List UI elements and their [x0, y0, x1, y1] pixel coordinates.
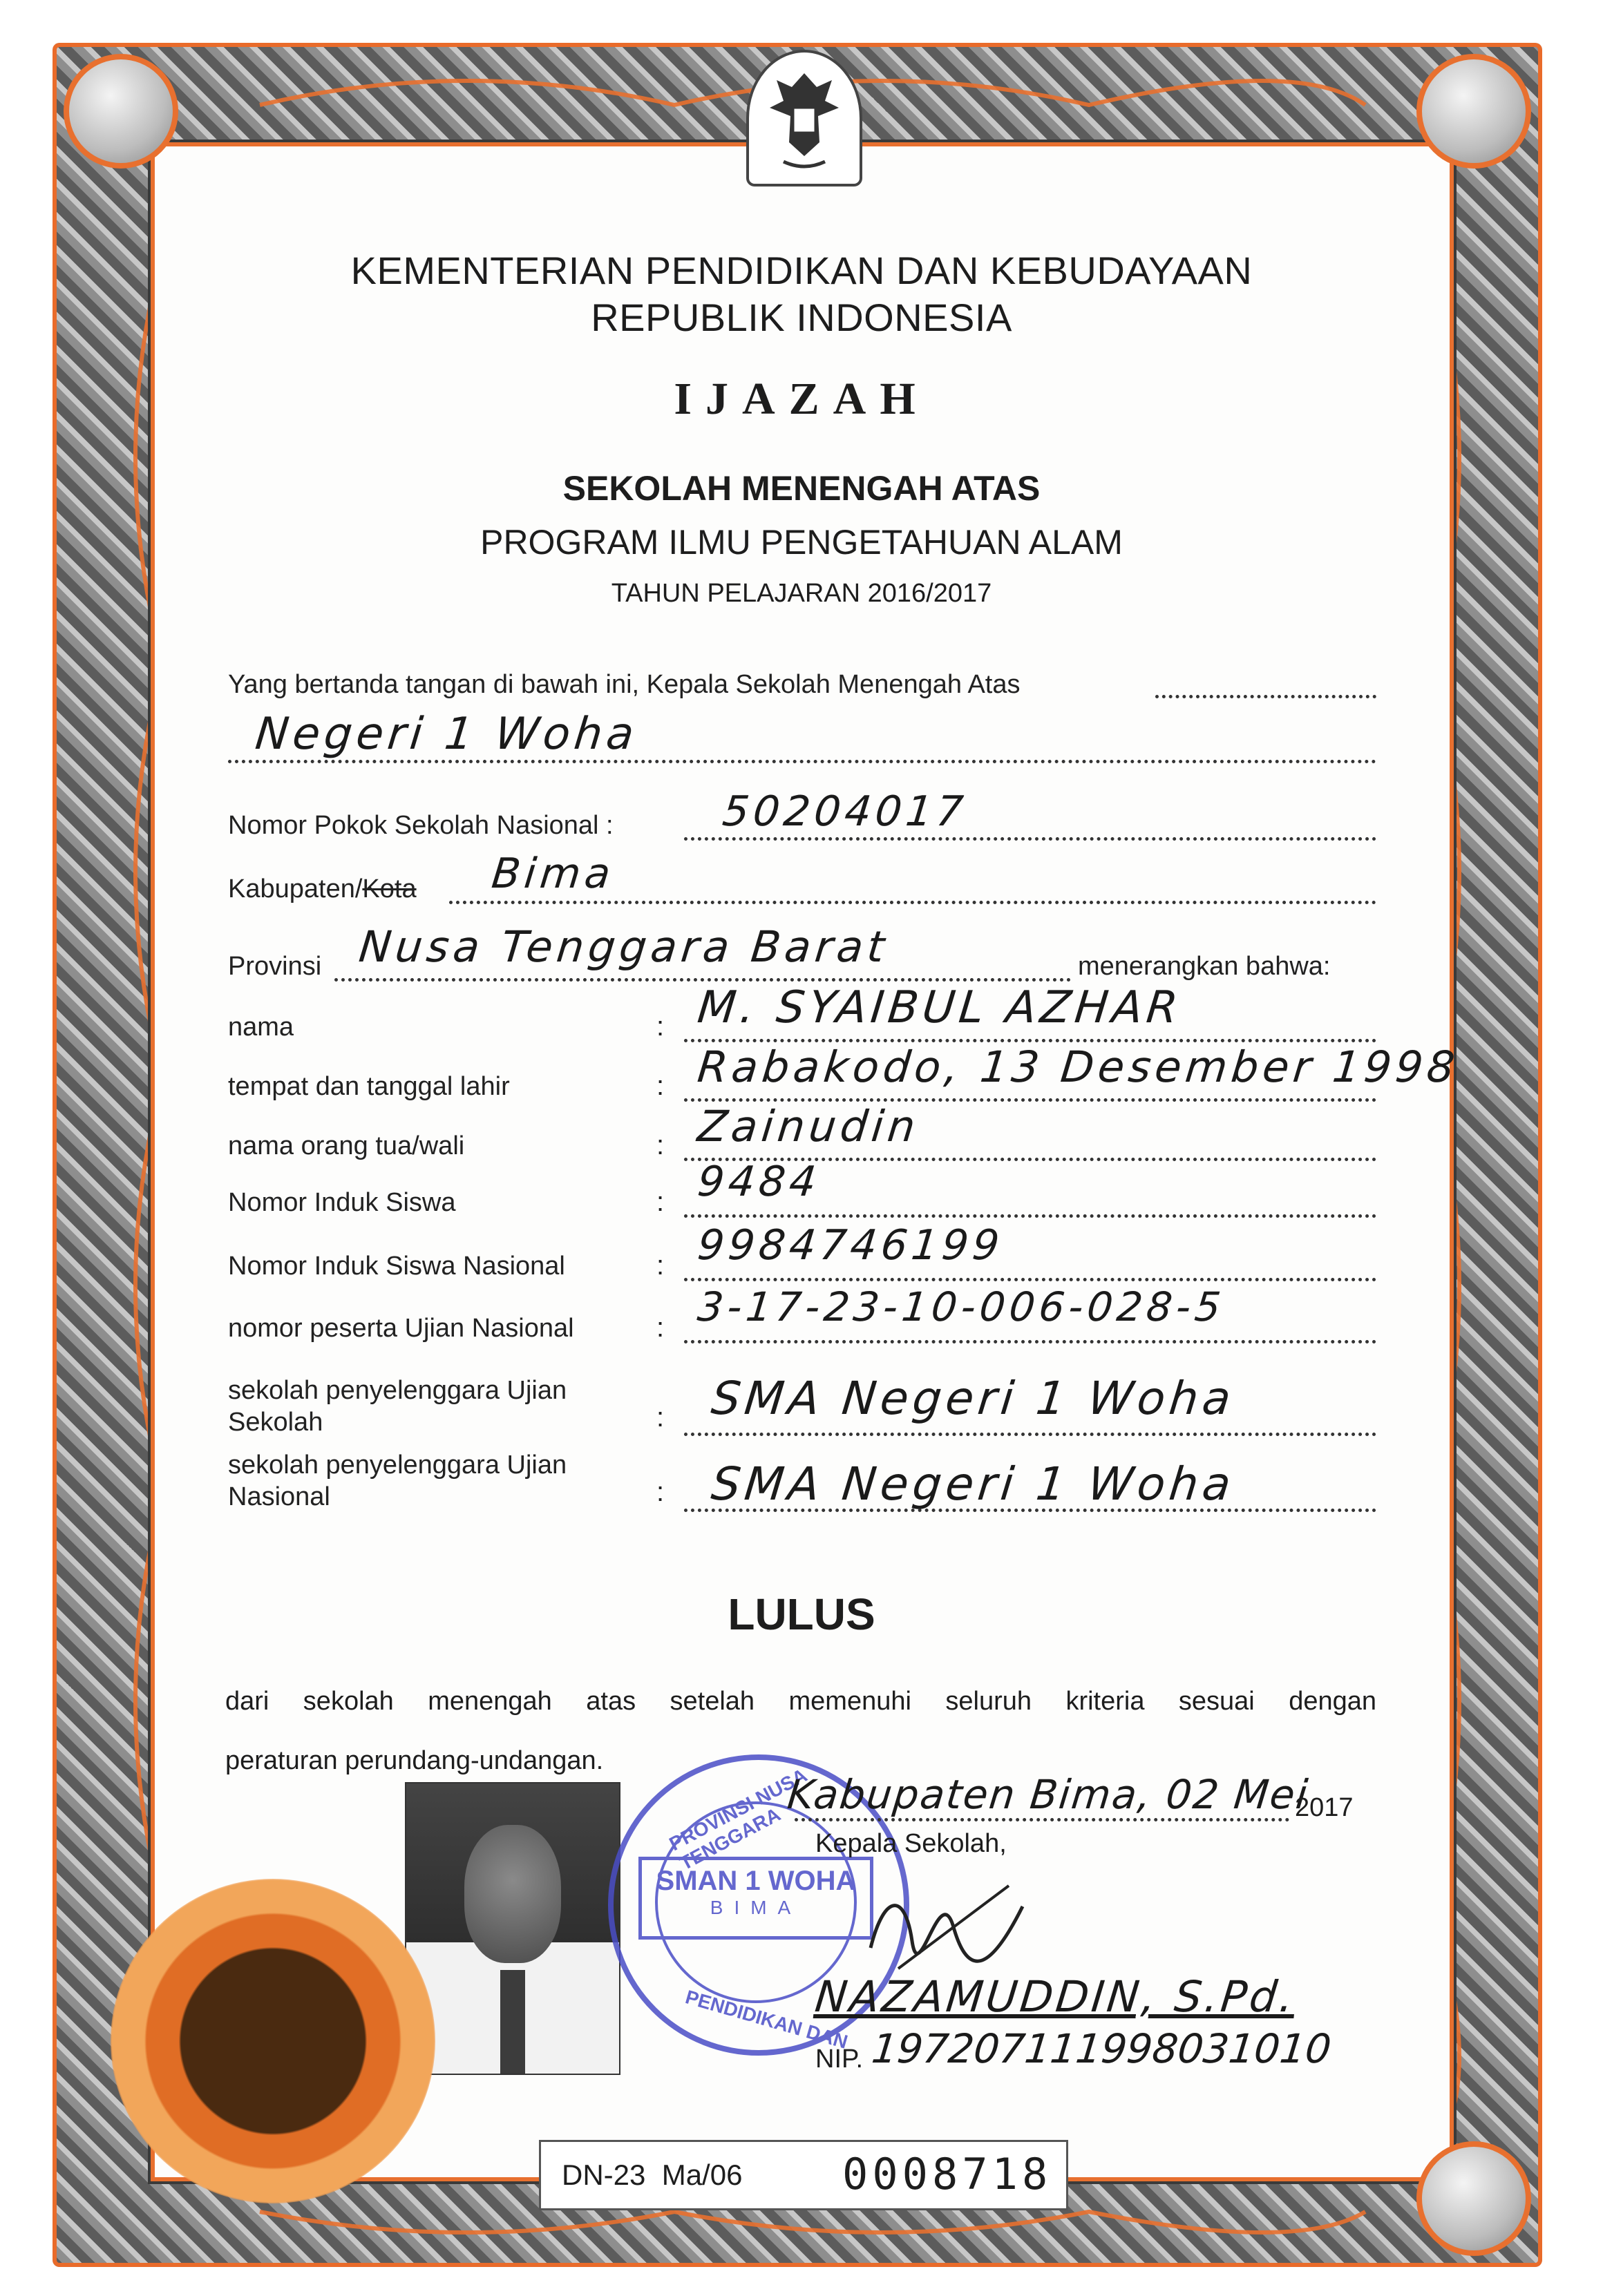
corner-medallion-top-left	[64, 54, 178, 169]
student-field-dotted-line	[684, 1340, 1376, 1343]
provinsi-dotted-line	[334, 978, 1071, 982]
stamp-school-name: SMAN 1 WOHA	[656, 1866, 856, 1896]
nip-value: 197207111998031010	[869, 2025, 1334, 2072]
study-program: PROGRAM ILMU PENGETAHUAN ALAM	[480, 523, 1123, 562]
student-field-value: 3-17-23-10-006-028-5	[695, 1283, 1227, 1330]
student-field-colon: :	[656, 1071, 665, 1101]
student-field-value: M. SYAIBUL AZHAR	[695, 982, 1184, 1033]
student-field-value: 9984746199	[695, 1221, 1006, 1270]
stamp-city: BIMA	[710, 1897, 802, 1918]
student-field-colon: :	[656, 1130, 665, 1160]
photo-face	[464, 1825, 561, 1963]
paragraph-line-1: dari sekolah menengah atas setelah memenuhi seluruh kriteria sesuai dengan	[225, 1687, 1376, 1716]
npsn-dotted-line	[684, 837, 1376, 841]
student-field-label: nama orang tua/wali	[228, 1131, 465, 1160]
academic-year: TAHUN PELAJARAN 2016/2017	[611, 579, 992, 608]
provinsi-value: Nusa Tenggara Barat	[357, 921, 891, 972]
corner-medallion-top-right	[1416, 54, 1531, 169]
intro-dotted-line	[1155, 695, 1376, 698]
exam-school-label-2b: Nasional	[228, 1482, 330, 1511]
exam-school-label-1	[228, 1375, 567, 1438]
signature-role: Kepala Sekolah,	[815, 1829, 1007, 1858]
garuda-emblem-icon	[746, 50, 862, 186]
stamp-center-box	[638, 1857, 873, 1940]
student-field-label: Nomor Induk Siswa Nasional	[228, 1252, 565, 1281]
student-field-label: nomor peserta Ujian Nasional	[228, 1314, 574, 1343]
student-field-value: Rabakodo, 13 Desember 1998	[695, 1042, 1461, 1092]
kabupaten-dotted-line	[449, 901, 1376, 904]
serial-code: DN-23 Ma/06	[562, 2159, 743, 2191]
student-field-label: tempat dan tanggal lahir	[228, 1072, 510, 1101]
student-field-label: nama	[228, 1013, 294, 1042]
graduation-status: LULUS	[728, 1589, 875, 1639]
exam-school-value-2: SMA Negeri 1 Woha	[708, 1457, 1237, 1511]
student-field-dotted-line	[684, 1278, 1376, 1281]
student-field-colon: :	[656, 1250, 665, 1281]
nip-label: NIP.	[815, 2045, 864, 2074]
paragraph-line-2: peraturan perundang-undangan.	[225, 1746, 604, 1775]
student-field-value: Zainudin	[695, 1101, 922, 1151]
npsn-label: Nomor Pokok Sekolah Nasional :	[228, 811, 614, 840]
exam-school-label-1b: Sekolah	[228, 1408, 323, 1437]
ministry-line-2: REPUBLIK INDONESIA	[591, 296, 1012, 339]
student-field-colon: :	[656, 1312, 665, 1343]
menerangkan-label: menerangkan bahwa:	[1078, 952, 1331, 981]
serial-number: 0008718	[842, 2149, 1052, 2199]
school-name-dotted-line	[228, 760, 1376, 763]
intro-label: Yang bertanda tangan di bawah ini, Kepala Sekolah Menengah Atas	[228, 670, 1021, 699]
exam-school-colon-1: :	[656, 1402, 665, 1433]
exam-school-label-2	[228, 1449, 567, 1513]
exam-school-colon-2: :	[656, 1477, 665, 1507]
exam-school-label-1a: sekolah penyelenggara Ujian	[228, 1376, 567, 1405]
school-level: SEKOLAH MENENGAH ATAS	[562, 469, 1041, 508]
exam-school-dotted-line-2	[684, 1509, 1376, 1512]
kabupaten-text: Kabupaten/	[228, 874, 363, 903]
kota-struck-text: Kota	[362, 874, 417, 903]
photo-tie	[500, 1970, 525, 2074]
stamp-ring-bottom-text: PENDIDIKAN DAN	[683, 1986, 851, 2053]
corner-medallion-bottom-right	[1416, 2141, 1531, 2256]
student-field-colon: :	[656, 1011, 665, 1042]
exam-school-label-2a: sekolah penyelenggara Ujian	[228, 1451, 567, 1480]
kabupaten-label	[228, 873, 417, 905]
npsn-value: 50204017	[720, 787, 970, 836]
ministry-heading	[0, 247, 1603, 341]
exam-school-dotted-line-1	[684, 1433, 1376, 1436]
handwritten-signature	[857, 1865, 1036, 1989]
serial-number-box	[539, 2140, 1068, 2210]
student-field-label: Nomor Induk Siswa	[228, 1188, 456, 1217]
kabupaten-value: Bima	[489, 850, 617, 898]
exam-school-value-1: SMA Negeri 1 Woha	[708, 1372, 1237, 1425]
place-date-dotted-line	[795, 1818, 1289, 1821]
student-field-dotted-line	[684, 1214, 1376, 1218]
student-photo	[405, 1782, 620, 2075]
stamp-ring-top-text: PROVINSI NUSA TENGGARA	[665, 1764, 810, 1875]
ministry-line-1: KEMENTERIAN PENDIDIKAN DAN KEBUDAYAAN	[350, 249, 1253, 292]
principal-name: NAZAMUDDIN, S.Pd.	[813, 1971, 1299, 2022]
document-title: IJAZAH	[674, 374, 929, 424]
school-name-handwritten: Negeri 1 Woha	[253, 709, 641, 760]
signature-year: 2017	[1295, 1793, 1354, 1822]
provinsi-label: Provinsi	[228, 952, 322, 981]
student-field-value: 9484	[695, 1158, 823, 1206]
signature-place-date: Kabupaten Bima, 02 Mei	[785, 1771, 1311, 1818]
student-field-colon: :	[656, 1187, 665, 1217]
embossed-seal	[111, 1879, 435, 2203]
